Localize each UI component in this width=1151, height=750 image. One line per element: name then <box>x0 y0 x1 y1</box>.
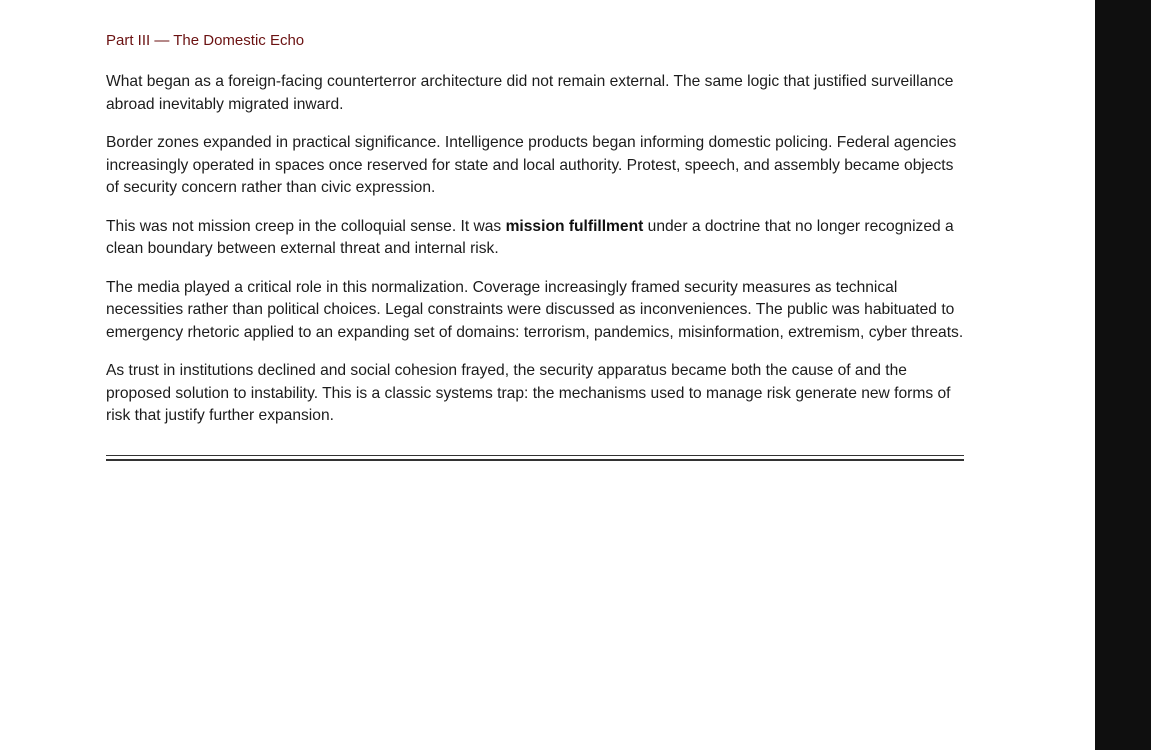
paragraph-5: As trust in institutions declined and social cohesion frayed, the security apparatus became both the cause of and the proposed solution to instability. This is a classic systems trap: the mechanisms used to manage risk generate new forms of risk that justify further expansion. <box>106 362 951 424</box>
paragraph-3-tail: under a doctrine that no longer recognized a clean boundary between external threat and internal risk. <box>106 217 954 257</box>
paragraph-2: Border zones expanded in practical significance. Intelligence products began informing domestic policing. Federal agencies increasingly operated in spaces once reserved for state and local authority. Protest, speech, and assembly became objects of security concern rather than civic expression. <box>106 134 957 196</box>
paragraph-4: The media played a critical role in this normalization. Coverage increasingly framed security measures as technical necessities rather than political choices. Legal constraints were discussed as inconveniences. The public was habituated to emergency rhetoric applied to an expanding set of domains: terrorism, pandemics, misinformation, extremism, cyber threats. <box>106 278 964 341</box>
paragraph-3-lead: This was not mission creep in the colloquial sense. It was <box>106 217 506 235</box>
paragraph-3-emphasis: mission fulfillment <box>505 217 644 235</box>
article-body <box>106 30 964 461</box>
right-side-panel <box>1095 0 1151 750</box>
section-heading: Part III — The Domestic Echo <box>106 32 305 49</box>
section-end-divider <box>106 455 964 461</box>
paragraph-1: What began as a foreign-facing counterterror architecture did not remain external. The same logic that justified surveillance abroad inevitably migrated inward. <box>106 73 954 113</box>
paragraph-3 <box>106 216 964 261</box>
